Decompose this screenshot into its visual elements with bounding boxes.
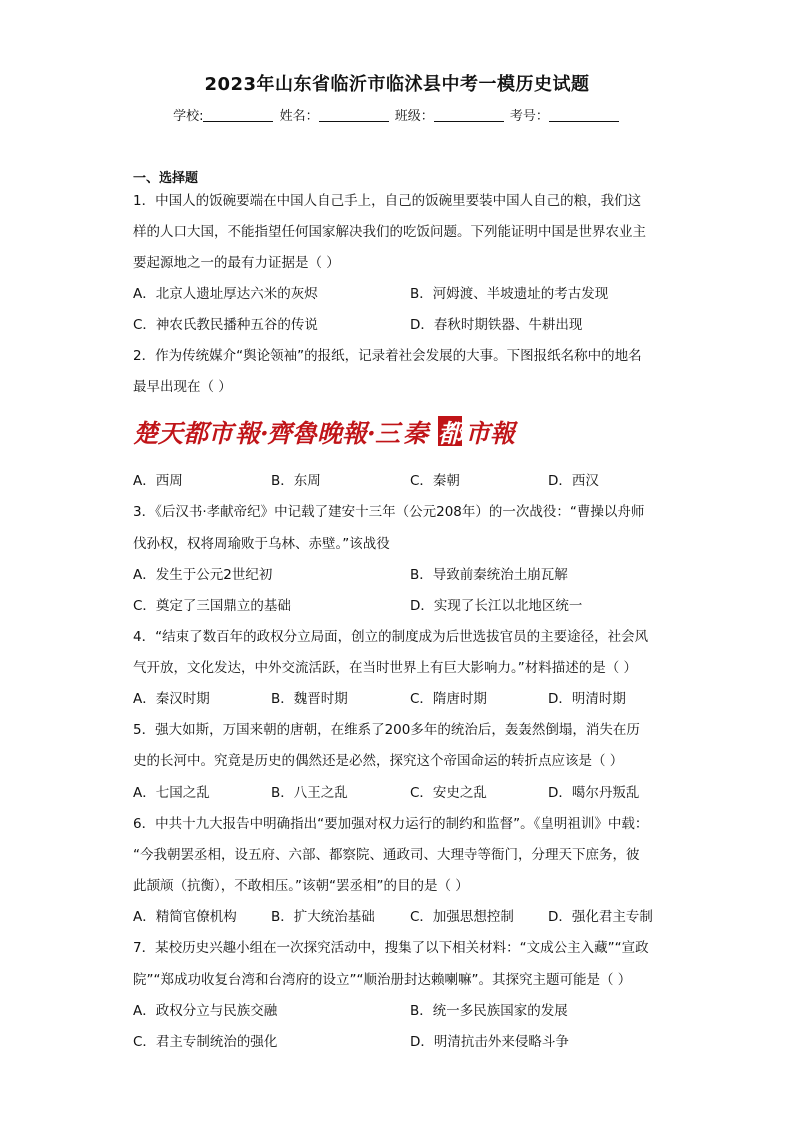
school-label: 学校:: [173, 109, 204, 124]
banner-char: 三: [375, 419, 401, 448]
name-label: 姓名：: [279, 109, 319, 124]
question-4-line-2: 气开放，文化发达，中外交流活跃，在当时世界上有巨大影响力。”材料描述的是（ ）: [133, 660, 638, 676]
banner-char: 都: [183, 419, 209, 448]
question-5-option-c: C．安史之乱: [410, 785, 487, 801]
student-info-line: [0, 105, 794, 124]
question-7-line-1: 7．某校历史兴趣小组在一次探究活动中，搜集了以下相关材料：“文成公主入藏”“宣政: [133, 940, 649, 956]
class-label: 班级：: [394, 109, 434, 124]
question-1-option-d: D．春秋时期铁器、牛耕出现: [410, 317, 583, 333]
banner-char: 市: [465, 419, 491, 448]
question-5-line-1: 5．强大如斯，万国来朝的唐朝，在维系了200多年的统治后，轰轰然倒塌，消失在历: [133, 722, 640, 738]
question-3-option-a: A．发生于公元2世纪初: [133, 567, 273, 583]
question-7-line-2: 院”“郑成功收复台湾和台湾府的设立”“顺治册封达赖喇嘛”。其探究主题可能是（ ）: [133, 972, 632, 988]
question-1-line-3: 要起源地之一的最有力证据是（ ）: [133, 255, 340, 271]
question-4-line-1: 4．“结束了数百年的政权分立局面，创立的制度成为后世选拔官员的主要途径，社会风: [133, 629, 649, 645]
banner-char: 魯: [292, 419, 318, 448]
question-3-option-b: B．导致前秦统治土崩瓦解: [410, 567, 568, 583]
question-2-line-2: 最早出现在（ ）: [133, 379, 232, 395]
exam-no-label: 考号：: [509, 109, 549, 124]
question-6-option-c: C．加强思想控制: [410, 909, 514, 925]
question-5-option-d: D．噶尔丹叛乱: [548, 785, 640, 801]
exam-no-blank[interactable]: [549, 109, 619, 122]
page-title: 2023年山东省临沂市临沭县中考一模历史试题: [204, 74, 590, 95]
banner-char: ·: [260, 419, 269, 448]
banner-char: 晚: [317, 419, 343, 448]
banner-char-highlighted: 都: [438, 419, 464, 448]
question-6-option-b: B．扩大统治基础: [271, 909, 375, 925]
banner-char: 楚: [133, 419, 159, 448]
section-heading: 一、选择题: [133, 171, 199, 186]
banner-char: 天: [158, 419, 184, 448]
banner-char: 秦: [403, 419, 429, 448]
question-6-option-a: A．精简官僚机构: [133, 909, 237, 925]
question-6-line-2: “今我朝罢丞相，设五府、六部、都察院、通政司、大理寺等衙门，分理天下庶务，彼: [133, 847, 640, 863]
banner-char: 報: [235, 419, 261, 448]
question-5-option-a: A．七国之乱: [133, 785, 210, 801]
question-1-line-1: 1．中国人的饭碗要端在中国人自己手上，自己的饭碗里要装中国人自己的粮，我们这: [133, 193, 642, 209]
question-3-option-d: D．实现了长江以北地区统一: [410, 598, 583, 614]
banner-char: 齊: [267, 419, 293, 448]
question-7-option-a: A．政权分立与民族交融: [133, 1003, 278, 1019]
question-1-line-2: 样的人口大国，不能指望任何国家解决我们的吃饭问题。下列能证明中国是世界农业主: [133, 224, 646, 240]
newspaper-names-image: [133, 412, 553, 452]
question-3-line-2: 伐孙权，权将周瑜败于乌林、赤壁。”该战役: [133, 536, 390, 552]
banner-char: 報: [342, 419, 368, 448]
school-blank[interactable]: [203, 109, 273, 122]
question-6-line-3: 此颉颃（抗衡），不敢相压。”该朝“罢丞相”的目的是（ ）: [133, 878, 469, 894]
question-1-option-b: B．河姆渡、半坡遗址的考古发现: [410, 286, 609, 302]
question-3-option-c: C．奠定了三国鼎立的基础: [133, 598, 291, 614]
question-1-option-c: C．神农氏教民播种五谷的传说: [133, 317, 318, 333]
banner-char: ·: [367, 419, 376, 448]
name-blank[interactable]: [319, 109, 389, 122]
question-7-option-d: D．明清抗击外来侵略斗争: [410, 1034, 569, 1050]
question-4-option-c: C．隋唐时期: [410, 691, 487, 707]
banner-char: 市: [208, 419, 234, 448]
question-5-option-b: B．八王之乱: [271, 785, 348, 801]
question-2-option-a: A．西周: [133, 473, 183, 489]
class-blank[interactable]: [434, 109, 504, 122]
question-2-option-c: C．秦朝: [410, 473, 460, 489]
question-2-option-b: B．东周: [271, 473, 321, 489]
question-4-option-d: D．明清时期: [548, 691, 626, 707]
question-2-option-d: D．西汉: [548, 473, 599, 489]
question-6-option-d: D．强化君主专制: [548, 909, 653, 925]
banner-char: 報: [490, 419, 516, 448]
question-4-option-b: B．魏晋时期: [271, 691, 348, 707]
question-7-option-b: B．统一多民族国家的发展: [410, 1003, 568, 1019]
question-5-line-2: 史的长河中。究竟是历史的偶然还是必然，探究这个帝国命运的转折点应该是（ ）: [133, 753, 624, 769]
question-7-option-c: C．君主专制统治的强化: [133, 1034, 278, 1050]
question-6-line-1: 6．中共十九大报告中明确指出“要加强对权力运行的制约和监督”。《皇明祖训》中载：: [133, 816, 649, 832]
question-4-option-a: A．秦汉时期: [133, 691, 210, 707]
question-1-option-a: A．北京人遗址厚达六米的灰烬: [133, 286, 318, 302]
question-3-line-1: 3．《后汉书·孝献帝纪》中记载了建安十三年（公元208年）的一次战役：“曹操以舟师: [133, 504, 645, 520]
question-2-line-1: 2．作为传统媒介“舆论领袖”的报纸，记录着社会发展的大事。下图报纸名称中的地名: [133, 348, 642, 364]
